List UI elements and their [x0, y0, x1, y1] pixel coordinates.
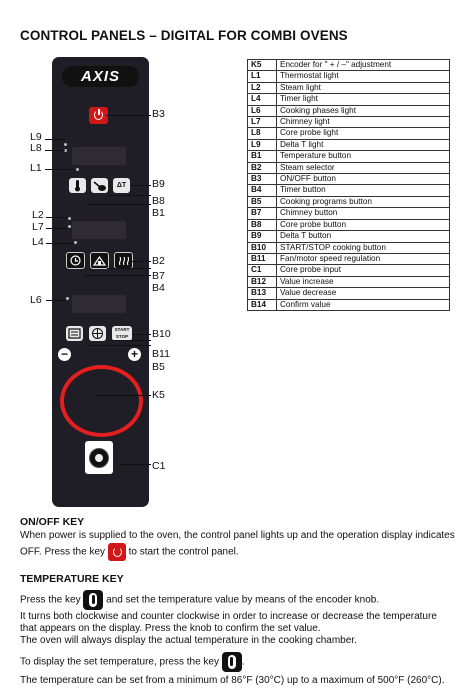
legend-description: Core probe input [277, 265, 450, 276]
legend-code: B5 [248, 196, 277, 207]
legend-description: Core probe button [277, 219, 450, 230]
timer-icon [67, 253, 84, 268]
temperature-button[interactable] [69, 178, 86, 193]
legend-code: L4 [248, 94, 277, 105]
temperature-line2: It turns both clockwise and counter clockwise in order to increase or decrease the temperature [20, 611, 437, 622]
legend-code: B3 [248, 174, 277, 185]
callout-k5: K5 [152, 389, 165, 401]
legend-description: Cooking programs button [277, 196, 450, 207]
onoff-line2: OFF. Press the key to start the control panel. [20, 543, 465, 561]
legend-code: B2 [248, 162, 277, 173]
callout-b5: B5 [152, 361, 165, 373]
legend-description: Timer light [277, 94, 450, 105]
steam-display [72, 221, 126, 239]
legend-code: K5 [248, 60, 277, 71]
legend-row [248, 105, 450, 116]
onoff-line1: When power is supplied to the oven, the control panel lights up and the operation display indicates [20, 530, 455, 541]
legend-code: B7 [248, 208, 277, 219]
legend-row [248, 299, 450, 310]
delta-t-button[interactable]: ΔT [113, 178, 130, 193]
legend-description: Steam selector [277, 162, 450, 173]
legend-row [248, 128, 450, 139]
chimney-button[interactable] [90, 252, 109, 269]
legend-description: Cooking phases light [277, 105, 450, 116]
legend-code: B8 [248, 219, 277, 230]
legend-description: Value increase [277, 276, 450, 287]
callout-l7: L7 [32, 221, 44, 233]
legend-description: Encoder for " + / –" adjustment [277, 60, 450, 71]
callout-b3: B3 [152, 108, 165, 120]
legend-description: Fan/motor speed regulation [277, 253, 450, 264]
led-cooking-phases [66, 297, 69, 300]
legend-row [248, 71, 450, 82]
legend-code: L1 [248, 71, 277, 82]
legend-description: ON/OFF button [277, 174, 450, 185]
legend-description: Delta T button [277, 231, 450, 242]
callout-l4: L4 [32, 236, 44, 248]
legend-row [248, 185, 450, 196]
temperature-key-icon [222, 652, 242, 672]
legend-description: Temperature button [277, 151, 450, 162]
legend-row [248, 288, 450, 299]
legend-row [248, 174, 450, 185]
legend-description: START/STOP cooking button [277, 242, 450, 253]
callout-c1: C1 [152, 460, 166, 472]
legend-row [248, 265, 450, 276]
steam-icon [115, 253, 132, 268]
legend-code: B1 [248, 151, 277, 162]
chimney-icon [91, 253, 108, 268]
onoff-key-icon [108, 543, 126, 561]
encoder-knob[interactable] [60, 365, 143, 437]
phase-display [72, 295, 126, 313]
start-stop-button[interactable]: START STOP [112, 326, 132, 341]
thermometer-icon [69, 178, 86, 193]
legend-code: L6 [248, 105, 277, 116]
callout-l6: L6 [30, 294, 42, 306]
legend-code: B12 [248, 276, 277, 287]
callout-l9: L9 [30, 131, 42, 143]
temperature-display [72, 147, 126, 165]
onoff-heading: ON/OFF KEY [20, 516, 85, 528]
led-thermostat [76, 168, 79, 171]
timer-button[interactable] [66, 252, 85, 269]
brand-logo: AXIS [62, 66, 139, 87]
led-timer [74, 241, 77, 244]
cooking-programs-icon [66, 326, 83, 341]
callout-b11: B11 [152, 348, 170, 360]
page-title: CONTROL PANELS – DIGITAL FOR COMBI OVENS [20, 28, 348, 43]
callout-b9: B9 [152, 178, 165, 190]
led-delta-t [64, 143, 67, 146]
legend-row [248, 139, 450, 150]
legend-description: Timer button [277, 185, 450, 196]
legend-row [248, 94, 450, 105]
legend-row [248, 117, 450, 128]
legend-description: Delta T light [277, 139, 450, 150]
temperature-line1: Press the key and set the temperature value by means of the encoder knob. [20, 590, 465, 610]
legend-row [248, 60, 450, 71]
temperature-line6: The temperature can be set from a minimum of 86°F (30°C) up to a maximum of 500°F (260°C). [20, 675, 445, 686]
legend-description: Steam light [277, 82, 450, 93]
legend-code: B14 [248, 299, 277, 310]
legend-code: L8 [248, 128, 277, 139]
temperature-key-icon [83, 590, 103, 610]
legend-code: L2 [248, 82, 277, 93]
legend-description: Value decrease [277, 288, 450, 299]
legend-description: Chimney light [277, 117, 450, 128]
legend-row [248, 219, 450, 230]
legend-description: Chimney button [277, 208, 450, 219]
legend-row [248, 253, 450, 264]
plus-button[interactable]: + [128, 348, 141, 361]
legend-row [248, 208, 450, 219]
legend-code: L7 [248, 117, 277, 128]
legend-row [248, 151, 450, 162]
callout-b2: B2 [152, 255, 165, 267]
legend-description: Thermostat light [277, 71, 450, 82]
legend-row [248, 231, 450, 242]
fan-icon [89, 326, 106, 341]
led-steam [68, 217, 71, 220]
core-probe-socket [85, 441, 113, 474]
legend-row [248, 162, 450, 173]
legend-row [248, 82, 450, 93]
callout-b8: B8 [152, 195, 165, 207]
callout-b10: B10 [152, 328, 171, 340]
legend-description: Confirm value [277, 299, 450, 310]
led-chimney [68, 225, 71, 228]
callout-l8: L8 [30, 142, 42, 154]
core-probe-button[interactable] [91, 178, 108, 193]
callout-l1: L1 [30, 162, 42, 174]
fan-speed-button[interactable] [89, 326, 106, 341]
temperature-line5: To display the set temperature, press the key . [20, 652, 465, 672]
callout-b4: B4 [152, 282, 165, 294]
core-probe-icon [91, 178, 108, 193]
legend-table [247, 59, 450, 311]
temperature-line3: that appears on the display. Press the knob to confirm the set value. [20, 623, 321, 634]
legend-code: B4 [248, 185, 277, 196]
callout-l2: L2 [32, 209, 44, 221]
legend-code: B13 [248, 288, 277, 299]
legend-code: B11 [248, 253, 277, 264]
temperature-line4: The oven will always display the actual temperature in the cooking chamber. [20, 635, 357, 646]
cooking-programs-button[interactable] [66, 326, 83, 341]
temperature-heading: TEMPERATURE KEY [20, 573, 124, 585]
legend-code: B10 [248, 242, 277, 253]
callout-b1: B1 [152, 207, 165, 219]
legend-description: Core probe light [277, 128, 450, 139]
legend-row [248, 196, 450, 207]
callout-b7: B7 [152, 270, 165, 282]
legend-code: B9 [248, 231, 277, 242]
minus-button[interactable]: − [58, 348, 71, 361]
legend-row [248, 242, 450, 253]
legend-code: L9 [248, 139, 277, 150]
control-panel [52, 57, 149, 507]
legend-row [248, 276, 450, 287]
legend-code: C1 [248, 265, 277, 276]
